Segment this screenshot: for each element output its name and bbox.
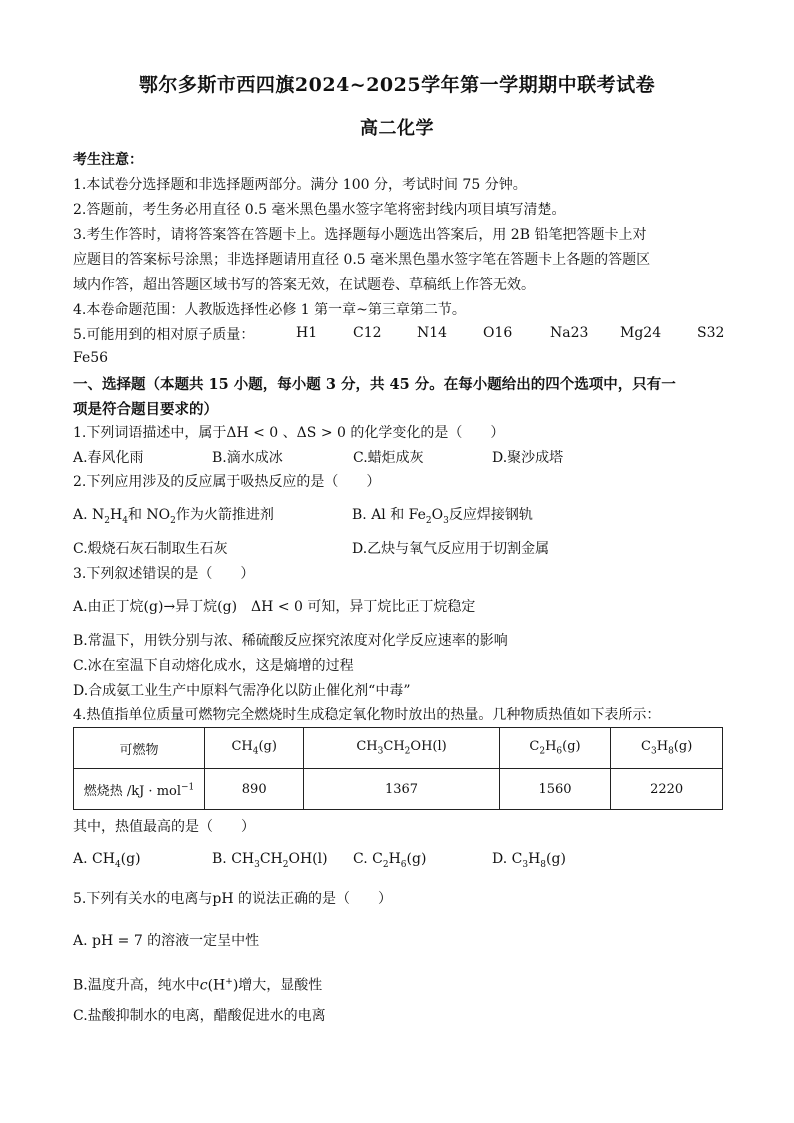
question-4-option-a: A. $CH_4(g)$ [73, 851, 141, 870]
question-3-option-b: B.常温下，用铁分别与浓、稀硫酸反应探究浓度对化学反应速率的影响 [73, 633, 508, 649]
atomic-mass-n: N14 [417, 325, 448, 341]
table-header-propane: $C_3H_8(g)$ [611, 728, 723, 769]
question-2-option-b-suffix: 反应焊接钢轨 [448, 507, 533, 523]
table-header-ch4: $CH_4(g)$ [205, 728, 304, 769]
question-4-option-b: B. $CH_3CH_2OH(l)$ [212, 851, 328, 870]
question-4-follow-up: 其中，热值最高的是（ ） [73, 819, 255, 835]
question-3-option-d: D.合成氨工业生产中原料气需净化以防止催化剂“中毒” [73, 683, 411, 699]
closing-paren: ) [232, 977, 239, 994]
table-header-combustion-heat [74, 769, 205, 810]
question-2-option-a [73, 505, 274, 531]
question-5-option-b [73, 972, 724, 996]
question-1-option-a: A.春风化雨 [73, 450, 144, 466]
atomic-mass-s: S32 [697, 325, 725, 341]
heat-value-table [73, 727, 723, 810]
notice-item-2: 2.答题前，考生务必用直径 0.5 毫米黑色墨水签字笔将密封线内项目填写清楚。 [73, 202, 566, 218]
notice-item-5-label: 5.可能用到的相对原子质量： [73, 327, 255, 343]
notice-heading: 考生注意： [73, 152, 143, 168]
question-2-option-a-suffix: 作为火箭推进剂 [175, 507, 274, 523]
table-cell: 2220 [611, 769, 723, 810]
superscript: −1 [181, 782, 195, 793]
table-header-fuel: 可燃物 [74, 728, 205, 769]
question-2-option-a-no2: 和 NO [127, 507, 171, 523]
question-2-option-d: D.乙炔与氧气反应用于切割金属 [352, 541, 550, 557]
atomic-mass-h: H1 [296, 325, 318, 341]
atomic-mass-fe: Fe56 [73, 350, 109, 366]
question-3-stem: 3.下列叙述错误的是（ ） [73, 566, 255, 582]
question-2-option-c: C.煅烧石灰石制取生石灰 [73, 541, 228, 557]
question-3-option-a: A.由正丁烷(g)→异丁烷(g) ΔH < 0 可知，异丁烷比正丁烷稳定 [73, 599, 476, 615]
question-2-stem: 2.下列应用涉及的反应属于吸热反应的是（ ） [73, 474, 381, 490]
question-2-option-a-hydrazine: H [110, 507, 123, 523]
notice-item-4: 4.本卷命题范围：人教版选择性必修 1 第一章~第三章第二节。 [73, 302, 466, 318]
table-cell: 1367 [304, 769, 499, 810]
question-1-option-d: D.聚沙成塔 [492, 450, 564, 466]
question-1-option-b: B.滴水成冰 [212, 450, 283, 466]
question-2-option-b-oxide: O [431, 507, 444, 523]
subscript: 3 [443, 515, 449, 526]
question-4-option-c: C. $C_2H_6(g)$ [353, 851, 427, 870]
table-row [74, 728, 723, 769]
question-3-option-c: C.冰在室温下自动熔化成水，这是熵增的过程 [73, 658, 354, 674]
hydrogen-ion: (H [207, 977, 226, 994]
question-2-option-b-prefix: B. Al 和 Fe [352, 507, 426, 523]
table-row [74, 769, 723, 810]
atomic-mass-mg: Mg24 [620, 325, 662, 341]
question-1-option-c: C.蜡炬成灰 [353, 450, 424, 466]
subscript: 2 [425, 515, 432, 526]
question-4-stem: 4.热值指单位质量可燃物完全燃烧时生成稳定氧化物时放出的热量。几种物质热值如下表所示： [73, 707, 661, 723]
atomic-mass-c: C12 [353, 325, 382, 341]
atomic-mass-na: Na23 [550, 325, 589, 341]
table-header-ethane: $C_2H_6(g)$ [499, 728, 611, 769]
section-1-heading-line-1: 一、选择题（本题共 15 小题，每小题 3 分，共 45 分。在每小题给出的四个选项中，只有一 [73, 376, 676, 393]
question-5-option-b-prefix: B.温度升高，纯水中 [73, 977, 200, 994]
notice-item-3-line-3: 域内作答，超出答题区域书写的答案无效，在试题卷、草稿纸上作答无效。 [73, 277, 535, 293]
table-cell: 890 [205, 769, 304, 810]
subject-title: 高二化学 [360, 118, 434, 139]
superscript: + [225, 977, 233, 987]
question-5-option-b-suffix: 增大，显酸性 [238, 977, 323, 994]
subscript: 2 [170, 515, 176, 526]
question-2-option-b [352, 505, 533, 531]
question-5-option-a: A. pH = 7 的溶液一定呈中性 [73, 933, 260, 949]
question-5-stem: 5.下列有关水的电离与pH 的说法正确的是（ ） [73, 891, 392, 907]
question-5-option-c: C.盐酸抑制水的电离，醋酸促进水的电离 [73, 1008, 326, 1024]
notice-item-3-line-1: 3.考生作答时，请将答案答在答题卡上。选择题每小题选出答案后，用 2B 铅笔把答题卡上对 [73, 227, 647, 243]
section-1-heading-line-2: 项是符合题目要求的） [73, 401, 218, 418]
notice-item-3-line-2: 应题目的答案标号涂黑；非选择题请用直径 0.5 毫米黑色墨水签字笔在答题卡上各题的答题区 [73, 252, 651, 268]
question-1-stem: 1.下列词语描述中，属于ΔH < 0 、ΔS > 0 的化学变化的是（ ） [73, 425, 505, 441]
question-2-option-a-prefix: A. N [73, 507, 105, 523]
atomic-mass-o: O16 [483, 325, 513, 341]
combustion-heat-label: 燃烧热 /kJ · mol [83, 783, 182, 799]
question-4-option-d: D. $C_3H_8(g)$ [492, 851, 566, 870]
exam-title: 鄂尔多斯市西四旗2024~2025学年第一学期期中联考试卷 [138, 74, 656, 96]
subscript: 2 [104, 515, 110, 526]
concentration-symbol: c [199, 977, 208, 994]
table-header-ethanol: $CH_3CH_2OH(l)$ [304, 728, 499, 769]
subscript: 4 [122, 515, 128, 526]
notice-item-1: 1.本试卷分选择题和非选择题两部分。满分 100 分，考试时间 75 分钟。 [73, 177, 527, 193]
table-cell: 1560 [499, 769, 611, 810]
